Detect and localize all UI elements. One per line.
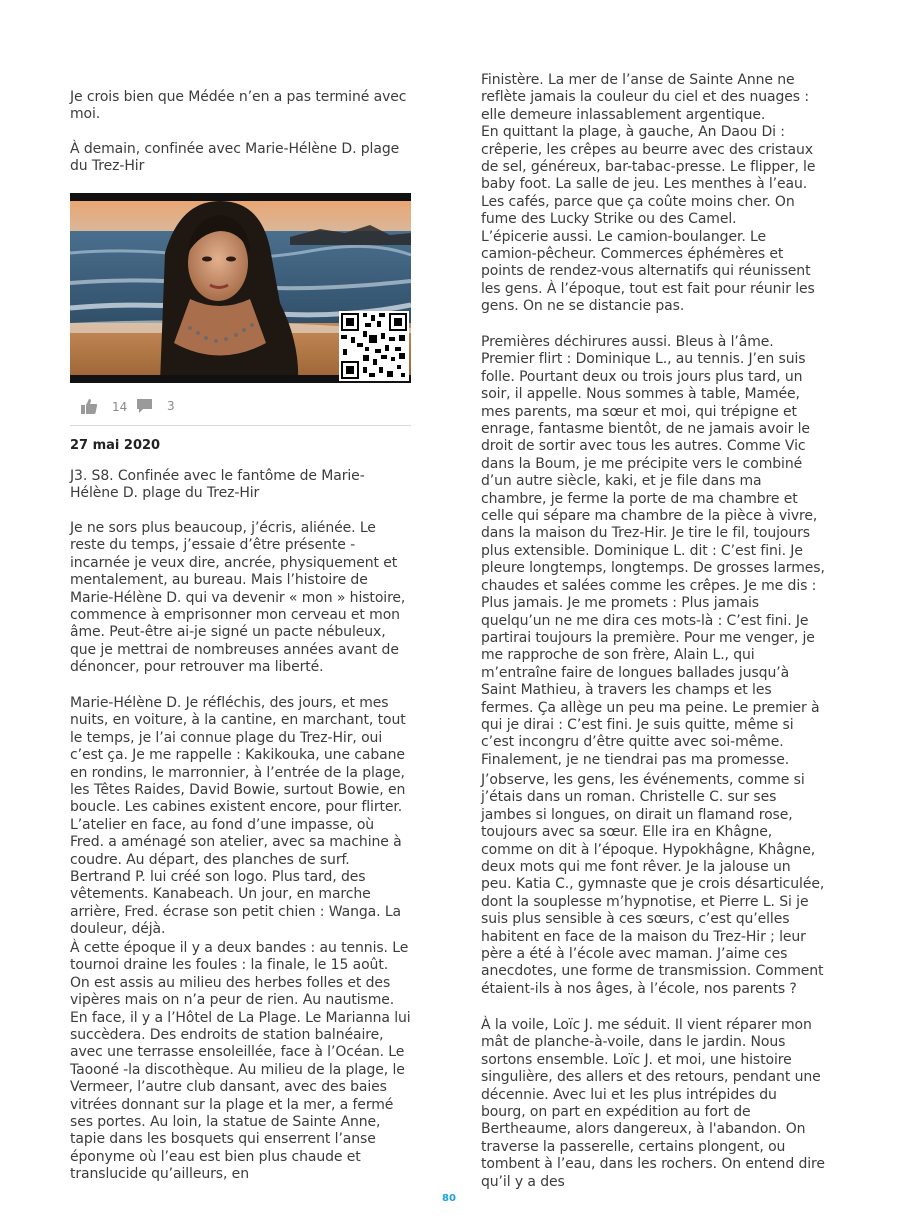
right-paragraph-4: À la voile, Loïc J. me séduit. Il vient réparer mon mât de planche-à-voile, dans le jardin. Nous sortons ensemble. Loïc J. et moi, une histoire singulière, des allers et des retours, pendant une décennie. Avec lui et les plus intrépides du bourg, on part en expédition au fort de Bertheaume, alors dangereux, à l'abandon. On traverse la passerelle, certains plongent, ou tombent à l’eau, dans les rochers. On entend dire qu’il y a des	[481, 1017, 825, 1190]
post-paragraph-2: Marie-Hélène D. Je réfléchis, des jours, et mes nuits, en voiture, à la cantine, en marchant, tout le temps, je l’ai connue plage du Trez-Hir, oui c’est ça. Je me rappelle : Kakikouka, une cabane en rondins, le marronnier, à l’entrée de la plage, les Têtes Raides, David Bowie, surtout Bowie, en boucle. Les cabines existent encore, pour flirter. L’atelier en face, au fond d’une impasse, où Fred. a aménagé son atelier, avec sa machine à coudre. Au départ, des planches de surf. Bertrand P. lui créé son logo. Plus tard, des vêtements. Kanabeach. Un jour, en marche arrière, Fred. écrase son petit chien : Wanga. La douleur, déjà.	[70, 695, 406, 938]
post-title: J3. S8. Confinée avec le fantôme de Marie-Hélène D. plage du Trez-Hir	[70, 468, 365, 502]
right-paragraph-2: Premières déchirures aussi. Bleus à l’âme. Premier flirt : Dominique L., au tennis. J’en suis folle. Pourtant deux ou trois jours plus tard, un soir, il appelle. Nous sommes à table, Mamée, mes parents, ma sœur et moi, qui trépigne et enrage, fantasme bientôt, de ne jamais avoir le droit de sortir avec tous les autres. Comme Vic dans la Boum, je me précipite vers le combiné d’un autre siècle, kaki, et je file dans ma chambre, je ferme la porte de ma chambre et celle qui sépare ma chambre de la pièce à vivre, dans la maison du Trez-Hir. Je tire le fil, toujours plus extensible. Dominique L. dit : C’est fini. Je pleure longtemps, longtemps. De grosses larmes, chaudes et salées comme les crêpes. Je me dis : Plus jamais. Je me promets : Plus jamais quelqu’un ne me dira ces mots-là : C’est fini. Je partirai toujours la première. Pour me venger, je me rapproche de son frère, Alain L., qui m’entraîne faire de longues ballades jusqu’à Saint Mathieu, à travers les champs et les fermes. Ça allège un peu ma peine. Le premier à qui je dirai : C’est fini. Je suis quitte, même si c’est incongru d’être quitte avec soi-même. Finalement, je ne tiendrai pas ma promesse.	[481, 334, 825, 768]
page-number: 80	[442, 1193, 456, 1204]
post-paragraph-3: À cette époque il y a deux bandes : au tennis. Le tournoi draine les foules : la finale, le 15 août. On est assis au milieu des herbes folles et des vipères mais on n’a peur de rien. Au nautisme. En face, il y a l’Hôtel de La Plage. Le Marianna lui succèdera. Des endroits de station balnéaire, avec une terrasse ensoleillée, face à l’Océan. Le Taooné -la discothèque. Au milieu de la plage, le Vermeer, l’autre club dansant, avec des baies vitrées donnant sur la plage et la mer, a fermé ses portes. Au loin, la statue de Sainte Anne, tapie dans les bosquets qui enserrent l’anse éponyme où l’eau est bien plus chaude et translucide qu’ailleurs, en	[70, 940, 411, 1183]
like-count: 14	[112, 399, 128, 414]
qr-code-icon	[339, 311, 409, 381]
post-date: 27 mai 2020	[70, 438, 161, 453]
intro-paragraph-1: Je crois bien que Médée n’en a pas terminé avec moi.	[70, 89, 407, 123]
right-paragraph-1: Finistère. La mer de l’anse de Sainte Anne ne reflète jamais la couleur du ciel et des nuages : elle demeure inlassablement argentique. En quittant la plage, à gauche, An Daou Di : crêperie, les crêpes au beurre avec des cristaux de sel, généreux, bar-tabac-presse. Le flipper, le baby foot. La salle de jeu. Les menthes à l’eau. Les cafés, parce que ça coûte moins cher. On fume des Lucky Strike ou des Camel. L’épicerie aussi. Le camion-boulanger. Le camion-pêcheur. Commerces éphémères et points de rendez-vous alternatifs qui réunissent les gens. À l’époque, tout est fait pour réunir les gens. On ne se distancie pas.	[481, 72, 816, 315]
social-bar	[70, 393, 411, 426]
post-paragraph-1: Je ne sors plus beaucoup, j’écris, aliénée. Le reste du temps, j’essaie d’être présente -incarnée je veux dire, ancrée, physiquement et mentalement, au bureau. Mais l’histoire de Marie-Hélène D. qui va devenir « mon » histoire, commence à emprisonner mon cerveau et mon âme. Peut-être ai-je signé un pacte nébuleux, que je mettrai de nombreuses années avant de dénoncer, pour retrouver ma liberté.	[70, 520, 406, 676]
intro-paragraph-2: À demain, confinée avec Marie-Hélène D. plage du Trez-Hir	[70, 141, 400, 175]
thumbs-up-icon[interactable]	[80, 398, 98, 415]
like-group[interactable]	[80, 398, 127, 415]
comment-icon[interactable]	[136, 398, 153, 414]
right-paragraph-3: J’observe, les gens, les événements, comme si j’étais dans un roman. Christelle C. sur ses jambes si longues, on dirait un flamand rose, toujours avec sa sœur. Elle ira en Khâgne, comme on dit à l’époque. Hypokhâgne, Khâgne, deux mots qui me font rêver. Je la jalouse un peu. Katia C., gymnaste que je crois désarticulée, dont la souplesse m’hypnotise, et Pierre L. Si je suis plus sensible à ces sœurs, c’est qu’elles habitent en face de la maison du Trez-Hir ; leur père a été à l’école avec maman. J’aime ces anecdotes, une forme de transmission. Comment étaient-ils à nos âges, à l’école, nos parents ?	[481, 772, 825, 997]
comment-count: 3	[167, 399, 175, 413]
video-thumbnail[interactable]	[70, 193, 411, 383]
comment-group[interactable]	[136, 398, 175, 414]
